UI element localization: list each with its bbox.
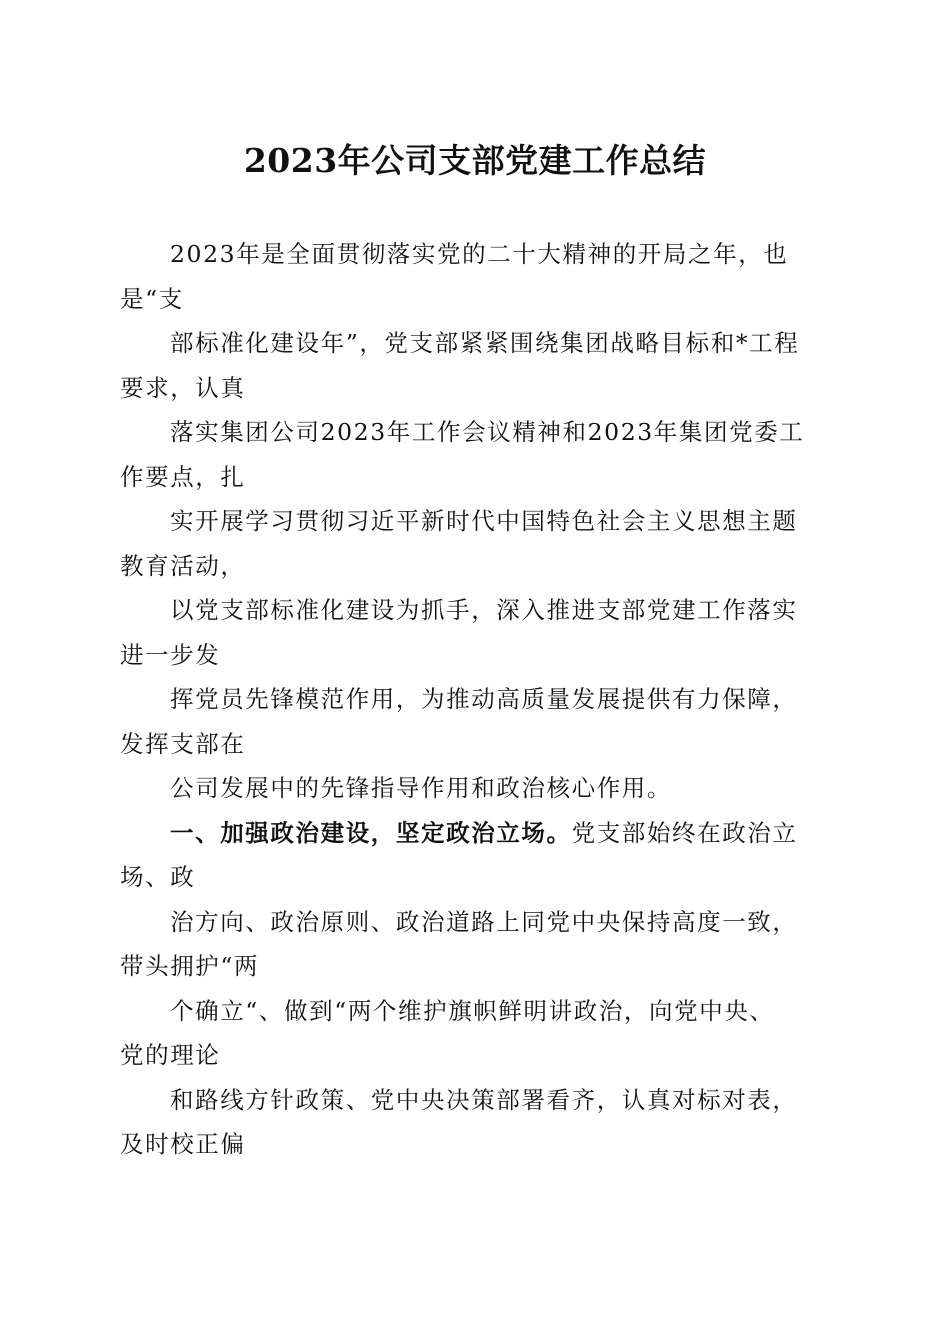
paragraph-4-line-1: 实开展学习贯彻习近平新时代中国特色社会主义思想主题: [170, 507, 798, 535]
section-1-heading: 一、加强政治建设，坚定政治立场。: [170, 818, 572, 847]
paragraph-5-line-1: 以党支部标准化建设为抓手，深入推进支部党建工作落实: [170, 596, 798, 624]
section-1-paragraph-1-line-1: 治方向、政治原则、政治道路上同党中央保持高度一致，: [170, 907, 798, 936]
paragraph-5-line-2: 进一步发: [120, 640, 221, 669]
document-title: 2023年公司支部党建工作总结: [243, 141, 707, 180]
section-1-second-line: 场、政: [120, 863, 196, 891]
paragraph-1-line-1: 2023年是全面贯彻落实党的二十大精神的开局之年，也: [170, 240, 789, 268]
paragraph-4-line-2: 教育活动，: [120, 551, 246, 580]
section-1-paragraph-2-line-1: 个确立“、做到“两个维护旗帜鲜明讲政治，向党中央、: [170, 996, 775, 1025]
section-1-first-line: [120, 811, 832, 856]
paragraph-7-line-1: 公司发展中的先锋指导作用和政治核心作用。: [170, 774, 672, 802]
section-1-heading-rest: 党支部始终在政治立: [571, 818, 798, 847]
paragraph-6-line-2: 发挥支部在: [120, 729, 246, 758]
section-1-paragraph-3-line-1: 和路线方针政策、党中央决策部署看齐，认真对标对表，: [170, 1085, 798, 1114]
section-1-paragraph-2-line-2: 党的理论: [120, 1041, 221, 1069]
paragraph-2-line-1: 部标准化建设年”，党支部紧紧围绕集团战略目标和*工程: [170, 329, 800, 357]
paragraph-6-line-1: 挥党员先锋模范作用，为推动高质量发展提供有力保障，: [170, 685, 798, 713]
paragraph-3-line-1: 落实集团公司2023年工作会议精神和2023年集团党委工: [170, 418, 805, 446]
paragraph-1-line-2: 是“支: [120, 284, 184, 313]
paragraph-3-line-2: 作要点，扎: [120, 462, 246, 491]
section-1-paragraph-3-line-2: 及时校正偏: [120, 1130, 246, 1158]
document-body: [120, 232, 832, 1167]
section-1-paragraph-1-line-2: 带头拥护“两: [120, 952, 260, 980]
paragraph-2-line-2: 要求，认真: [120, 373, 246, 402]
